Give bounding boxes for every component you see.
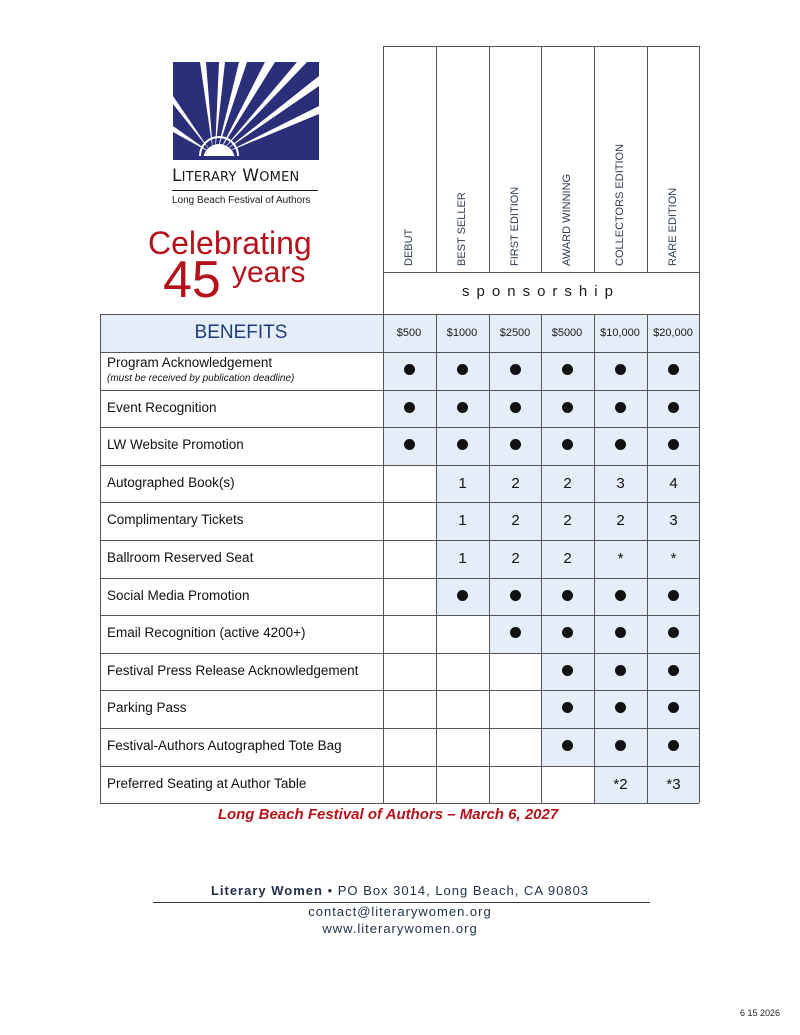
bullet-dot-icon (457, 402, 468, 413)
footer-address: PO Box 3014, Long Beach, CA 90803 (337, 883, 590, 898)
bullet-dot-icon (562, 439, 573, 450)
included-dot (541, 738, 594, 755)
benefit-label: Festival-Authors Autographed Tote Bag (107, 738, 342, 753)
included-dot (647, 738, 700, 755)
logo-first-cap: L (172, 166, 182, 186)
benefit-label: Preferred Seating at Author Table (107, 775, 307, 791)
benefit-value: 1 (458, 512, 467, 530)
address-line (150, 883, 650, 898)
bullet-dot-icon (562, 665, 573, 676)
logo-second-cap: W (242, 166, 260, 186)
included-dot (647, 362, 700, 379)
row-divider (100, 653, 699, 654)
included-dot (594, 437, 647, 454)
column-header-debut: DEBUT (403, 228, 415, 266)
benefit-value: 1 (458, 550, 467, 567)
included-dot (541, 700, 594, 717)
logo-second-rest: OMEN (259, 170, 300, 185)
benefit-value: 2 (563, 474, 572, 492)
logo-tagline: Long Beach Festival of Authors (172, 195, 311, 206)
column-header-best-seller: BEST SELLER (456, 192, 468, 266)
benefit-label: Program Acknowledgement (107, 355, 273, 370)
benefit-value: 2 (511, 474, 520, 492)
column-header-rare-edition: RARE EDITION (667, 187, 679, 266)
included-dot (647, 437, 700, 454)
included-dot (594, 700, 647, 717)
row-divider (100, 690, 699, 691)
celebrating-heading: Celebrating (148, 225, 312, 261)
included-dot (647, 588, 700, 605)
logo-divider (172, 190, 318, 191)
bullet-dot-icon (615, 364, 626, 375)
price-best-seller: $1000 (446, 327, 478, 339)
row-divider (100, 728, 699, 729)
price-rare-edition: $20,000 (653, 327, 693, 339)
bullet-dot-icon (562, 402, 573, 413)
document-code: 6 15 2026 (739, 1008, 780, 1018)
bullet-dot-icon (510, 627, 521, 638)
included-dot (489, 437, 542, 454)
benefit-value: 2 (616, 512, 625, 530)
website-link[interactable]: www.literarywomen.org (322, 921, 478, 936)
included-dot (594, 738, 647, 755)
row-divider (100, 427, 699, 428)
anniversary-number: 45 (163, 251, 221, 309)
benefit-value: * (617, 550, 624, 567)
footer-bullet: • (327, 883, 334, 898)
price-debut: $500 (396, 327, 422, 339)
price-collectors-edition: $10,000 (600, 327, 640, 339)
column-header-collectors-edition: COLLECTORS EDITION (614, 143, 626, 266)
included-dot (489, 362, 542, 379)
included-dot (436, 362, 489, 379)
bullet-dot-icon (510, 402, 521, 413)
benefit-value: 2 (563, 550, 572, 567)
benefit-value: *3 (666, 775, 681, 793)
row-divider (100, 578, 699, 579)
bullet-dot-icon (615, 740, 626, 751)
included-dot (594, 588, 647, 605)
included-dot (489, 588, 542, 605)
bullet-dot-icon (562, 740, 573, 751)
bullet-dot-icon (457, 439, 468, 450)
benefit-label: Email Recognition (active 4200+) (107, 625, 306, 641)
price-first-edition: $2500 (499, 327, 531, 339)
bullet-dot-icon (510, 590, 521, 601)
benefit-label: Ballroom Reserved Seat (107, 550, 254, 565)
bullet-dot-icon (510, 439, 521, 450)
bullet-dot-icon (615, 702, 626, 713)
bullet-dot-icon (562, 364, 573, 375)
anniversary-years: years (232, 256, 306, 289)
header-top-line (383, 46, 699, 47)
row-divider (100, 502, 699, 503)
included-dot (647, 625, 700, 642)
included-dot (436, 588, 489, 605)
bullet-dot-icon (668, 665, 679, 676)
row-divider (100, 465, 699, 466)
benefit-label: Festival Press Release Acknowledgement (107, 662, 359, 678)
included-dot (436, 437, 489, 454)
contact-email-link[interactable]: contact@literarywomen.org (308, 904, 492, 919)
bullet-dot-icon (457, 590, 468, 601)
row-divider (100, 803, 699, 804)
included-dot (647, 663, 700, 680)
benefit-value: 3 (669, 512, 678, 530)
bullet-dot-icon (615, 402, 626, 413)
column-header-first-edition: FIRST EDITION (509, 186, 521, 266)
bullet-dot-icon (510, 364, 521, 375)
included-dot (489, 625, 542, 642)
bullet-dot-icon (615, 590, 626, 601)
bullet-dot-icon (668, 590, 679, 601)
bullet-dot-icon (404, 364, 415, 375)
row-divider (100, 390, 699, 391)
included-dot (541, 400, 594, 417)
included-dot (541, 625, 594, 642)
literary-women-logo-icon (173, 62, 319, 160)
included-dot (541, 663, 594, 680)
bullet-dot-icon (668, 439, 679, 450)
price-award-winning: $5000 (551, 327, 583, 339)
bullet-dot-icon (562, 590, 573, 601)
benefit-note: (must be received by publication deadline) (107, 373, 295, 384)
bullet-dot-icon (404, 402, 415, 413)
row-divider (100, 766, 699, 767)
benefit-value: *2 (613, 775, 628, 793)
bullet-dot-icon (668, 702, 679, 713)
included-dot (647, 400, 700, 417)
bullet-dot-icon (668, 402, 679, 413)
benefit-label: Event Recognition (107, 399, 217, 415)
benefit-value: 2 (511, 512, 520, 530)
bullet-dot-icon (404, 439, 415, 450)
included-dot (383, 362, 436, 379)
bullet-dot-icon (562, 702, 573, 713)
logo-org-name (172, 166, 322, 186)
footer-org-name: Literary Women (210, 883, 323, 898)
sponsorship-label: sponsorship (462, 283, 620, 300)
bullet-dot-icon (457, 364, 468, 375)
benefit-label: Complimentary Tickets (107, 512, 244, 528)
bullet-dot-icon (668, 627, 679, 638)
row-divider (100, 540, 699, 541)
bullet-dot-icon (668, 740, 679, 751)
included-dot (647, 700, 700, 717)
included-dot (594, 362, 647, 379)
included-dot (383, 400, 436, 417)
benefit-label: LW Website Promotion (107, 437, 244, 453)
included-dot (594, 625, 647, 642)
price-top-line (100, 314, 699, 315)
row-divider (100, 615, 699, 616)
column-header-award-winning: AWARD WINNING (561, 173, 573, 266)
bullet-dot-icon (615, 627, 626, 638)
benefit-value: 2 (511, 550, 520, 567)
row-divider (100, 352, 699, 353)
benefit-value: 1 (458, 474, 467, 492)
benefit-value: 3 (616, 474, 625, 492)
bullet-dot-icon (615, 665, 626, 676)
included-dot (489, 400, 542, 417)
benefit-label: Social Media Promotion (107, 587, 250, 603)
benefit-label: Autographed Book(s) (107, 474, 235, 490)
included-dot (541, 588, 594, 605)
included-dot (436, 400, 489, 417)
bullet-dot-icon (668, 364, 679, 375)
logo-first-rest: ITERARY (181, 170, 237, 185)
column-divider (699, 46, 700, 803)
benefits-header: BENEFITS (194, 322, 288, 343)
benefit-value: 4 (669, 474, 678, 492)
included-dot (541, 437, 594, 454)
benefit-value: * (670, 550, 677, 567)
included-dot (594, 663, 647, 680)
benefit-label: Parking Pass (107, 700, 187, 716)
benefit-value: 2 (563, 512, 572, 530)
included-dot (383, 437, 436, 454)
included-dot (541, 362, 594, 379)
bullet-dot-icon (562, 627, 573, 638)
included-dot (594, 400, 647, 417)
table-left-border (100, 314, 101, 803)
footer-divider (153, 902, 650, 903)
event-date-line: Long Beach Festival of Authors – March 6, 2027 (217, 806, 559, 823)
bullet-dot-icon (615, 439, 626, 450)
